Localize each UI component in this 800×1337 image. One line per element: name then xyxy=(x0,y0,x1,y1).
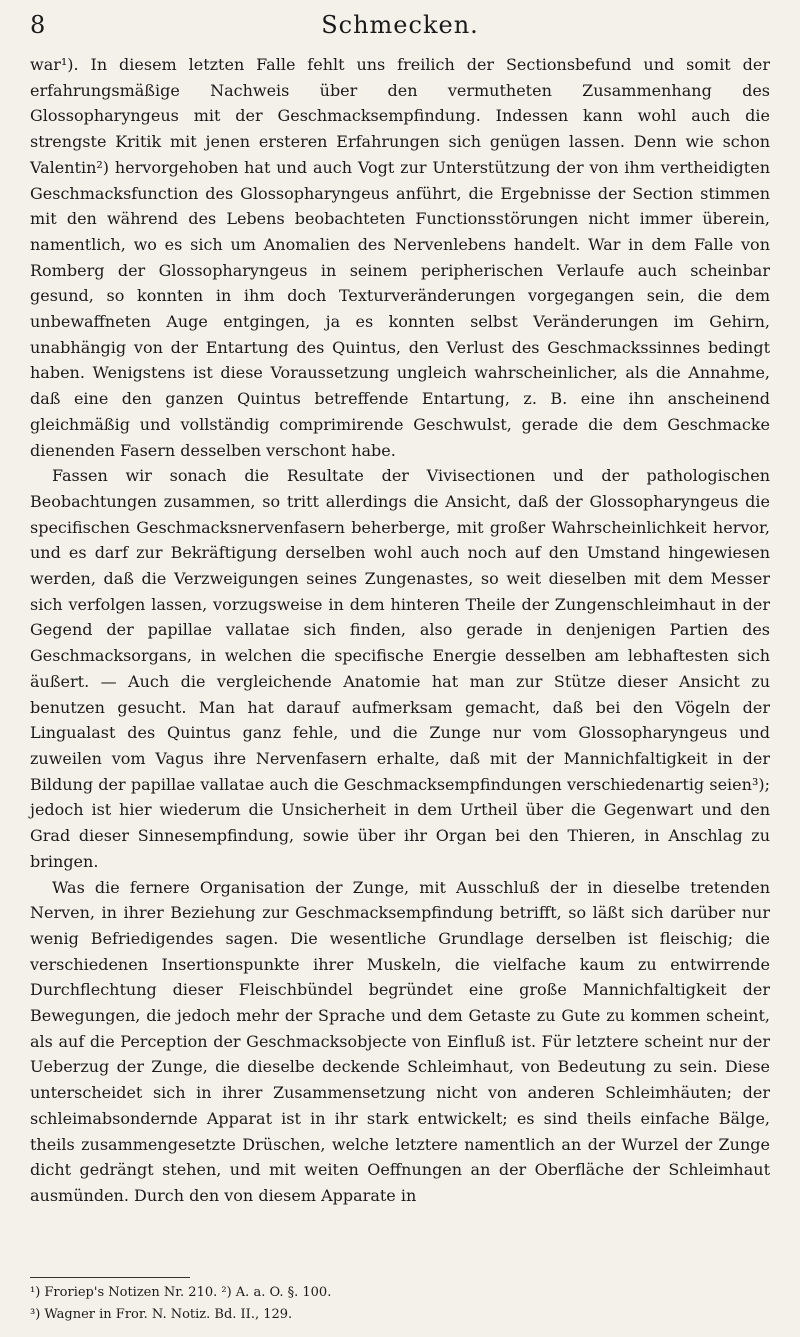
paragraph: Was die fernere Organisation der Zunge, mit Ausschluß der in dieselbe tretenden Nerven, in ihrer Beziehung zur Geschmacksempfindung betrifft, so läßt sich darüber nur wenig Befriedigendes sagen. Die wesentliche Grundlage derselben ist fleischig; die verschiedenen Insertionspunkte ihrer Muskeln, die vielfache kaum zu entwirrende Durchflechtung dieser Fleischbündel begründet eine große Mannichfaltigkeit der Bewegungen, die jedoch mehr der Sprache und dem Getaste zu Gute zu kommen scheint, als auf die Perception der Geschmacksobjecte von Einfluß ist. Für letztere scheint nur der Ueberzug der Zunge, die dieselbe deckende Schleimhaut, von Bedeutung zu sein. Diese unterscheidet sich in ihrer Zusammensetzung nicht von anderen Schleimhäuten; der schleimabsondernde Apparat ist in ihr stark entwickelt; es sind theils einfache Bälge, theils zusammengesetzte Drüschen, welche letztere namentlich an der Wurzel der Zunge dicht gedrängt stehen, und mit weiten Oeffnungen an der Oberfläche der Schleimhaut ausmünden. Durch den von diesem Apparate in xyxy=(30,877,770,1205)
footnote-divider xyxy=(30,1277,190,1278)
page-header xyxy=(30,8,770,42)
running-head: Schmecken. xyxy=(321,11,479,39)
paragraph: war¹). In diesem letzten Falle fehlt uns freilich der Sectionsbefund und somit der erfahrungsmäßige Nachweis über den vermutheten Zusammenhang des Glossopharyngeus mit der Geschmacksempfindung. Indessen kann wohl auch die strengste Kritik mit jenen ersteren Erfahrungen sich genügen lassen. Denn wie schon Valentin²) hervorgehoben hat und auch Vogt zur Unterstützung der von ihm vertheidigten Geschmacksfunction des Glossopharyngeus anführt, die Ergebnisse der Section stimmen mit den während des Lebens beobachteten Functionsstörungen nicht immer überein, namentlich, wo es sich um Anomalien des Nervenlebens handelt. War in dem Falle von Romberg der Glossopharyngeus in seinem peripherischen Verlaufe auch scheinbar gesund, so konnten in ihm doch Texturveränderungen vorgegangen sein, die dem unbewaffneten Auge entgingen, ja es konnten selbst Veränderungen im Gehirn, unabhängig von der Entartung des Quintus, den Verlust des Geschmackssinnes bedingt haben. Wenigstens ist diese Voraussetzung ungleich wahrscheinlicher, als die Annahme, daß eine den ganzen Quintus betreffende Entartung, z. B. eine ihn anscheinend gleichmäßig und vollständig comprimirende Geschwulst, gerade die dem Geschmacke dienenden Fasern desselben verschont habe. xyxy=(30,55,770,460)
footnote: ¹) Froriep's Notizen Nr. 210. ²) A. a. O. §. 100. xyxy=(30,1285,332,1300)
body-text xyxy=(30,52,770,1209)
footnote: ³) Wagner in Fror. N. Notiz. Bd. II., 129. xyxy=(30,1307,293,1322)
paragraph: Fassen wir sonach die Resultate der Vivisectionen und der pathologischen Beobachtungen zusammen, so tritt allerdings die Ansicht, daß der Glossopharyngeus die specifischen Geschmacksnervenfasern beherberge, mit großer Wahrscheinlichkeit hervor, und es darf zur Bekräftigung derselben wohl auch noch auf den Umstand hingewiesen werden, daß die Verzweigungen seines Zungenastes, so weit dieselben mit dem Messer sich verfolgen lassen, vorzugsweise in dem hinteren Theile der Zungenschleimhaut in der Gegend der papillae vallatae sich finden, also gerade in denjenigen Partien des Geschmacksorgans, in welchen die specifische Energie desselben am lebhaftesten sich äußert. — Auch die vergleichende Anatomie hat man zur Stütze dieser Ansicht zu benutzen gesucht. Man hat darauf aufmerksam gemacht, daß bei den Vögeln der Lingualast des Quintus ganz fehle, und die Zunge nur vom Glossopharyngeus und zuweilen vom Vagus ihre Nervenfasern erhalte, daß mit der Mannichfaltigkeit in der Bildung der papillae vallatae auch die Geschmacksempfindungen verschiedenartig seien³); jedoch ist hier wiederum die Unsicherheit in dem Urtheil über die Gegenwart und den Grad dieser Sinnesempfindung, sowie über ihr Organ bei den Thieren, in Anschlag zu bringen. xyxy=(30,466,770,871)
footnotes xyxy=(30,1282,770,1326)
page-number: 8 xyxy=(30,11,46,39)
